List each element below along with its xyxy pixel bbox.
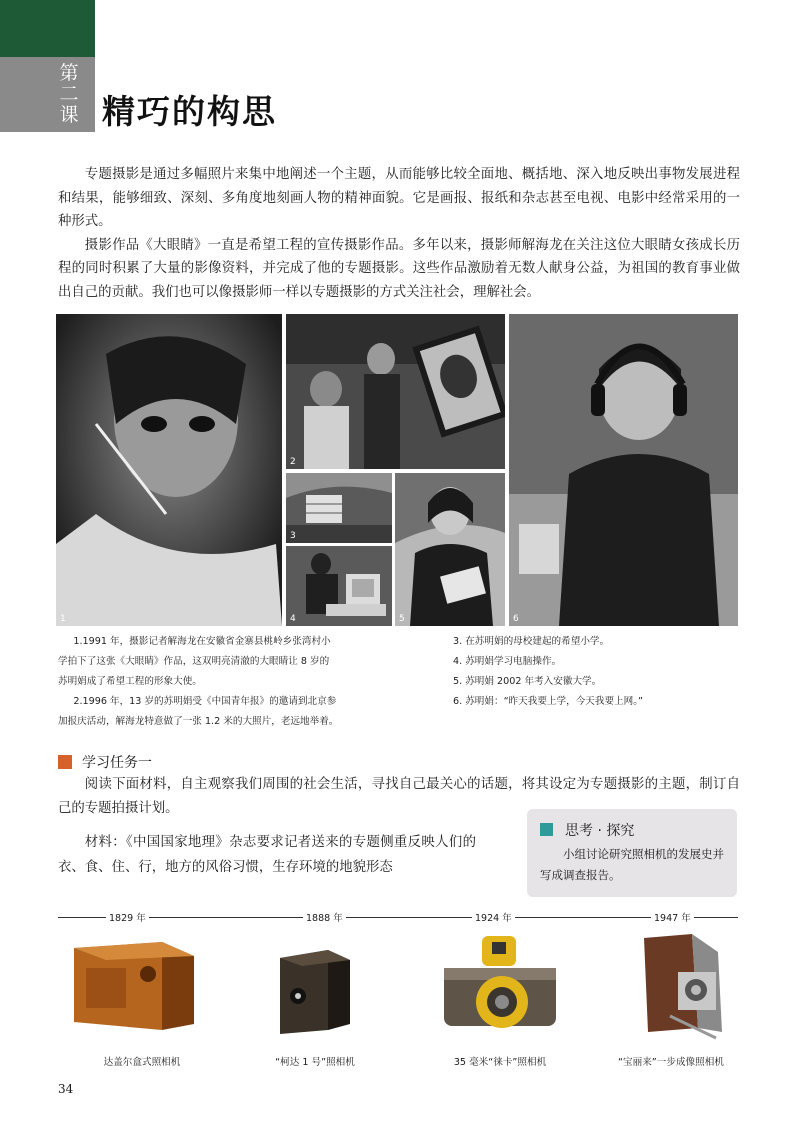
intro-paragraph-1: 专题摄影是通过多幅照片来集中地阐述一个主题，从而能够比较全面地、概括地、深入地反映出事物发展进程和结果，能够细致、深刻、多角度地刻画人物的精神面貌。它是画报、报纸和杂志甚至电视、电影中经常采用的一种形式。 — [58, 167, 740, 229]
photo-1-image — [56, 314, 282, 626]
photo-3 — [286, 473, 392, 543]
caption-left — [58, 632, 388, 732]
camera-label: 35 毫米“徕卡”照相机 — [453, 1057, 547, 1068]
material-paragraph: 材料：《中国国家地理》杂志要求记者送来的专题侧重反映人们的衣、食、住、行，地方的风俗习惯，生存环境的地貌形态 — [58, 835, 476, 875]
caption-line: 1.1991 年，摄影记者解海龙在安徽省金寨县桃岭乡张湾村小 — [73, 636, 331, 647]
photo-6-image — [509, 314, 738, 626]
think-heading: 思考 · 探究 — [565, 823, 635, 839]
photo-number: 5 — [399, 614, 405, 624]
intro-paragraph-2: 摄影作品《大眼睛》一直是希望工程的宣传摄影作品。多年以来，摄影师解海龙在关注这位大眼睛女孩成长历程的同时积累了大量的影像资料，并完成了他的专题摄影。这些作品激励着无数人献身公益，为祖国的教育事业做出自己的贡献。我们也可以像摄影师一样以专题摄影的方式关注社会，理解社会。 — [58, 237, 740, 300]
camera-label: 达盖尔盒式照相机 — [103, 1057, 181, 1068]
camera-label: “宝丽来”一步成像照相机 — [618, 1057, 724, 1068]
photo-number: 3 — [290, 531, 296, 541]
square-bullet-icon — [58, 755, 72, 769]
timeline-year: 1924 年 — [472, 910, 515, 924]
material-text — [58, 830, 476, 880]
photo-number: 6 — [513, 614, 519, 624]
photo-number: 2 — [290, 457, 296, 467]
page-title: 精巧的构思 — [102, 92, 277, 131]
caption-line: 苏明娟成了希望工程的形象大使。 — [58, 676, 202, 687]
lesson-tab — [0, 57, 95, 132]
page-number: 34 — [58, 1082, 74, 1096]
photo-4-image — [286, 546, 392, 626]
caption-line: 学拍下了这张《大眼睛》作品，这双明亮清澈的大眼睛让 8 岁的 — [58, 656, 330, 667]
caption-line: 3. 在苏明娟的母校建起的希望小学。 — [453, 636, 610, 647]
lesson-label: 第二课 — [59, 62, 79, 126]
caption-line: 4. 苏明娟学习电脑操作。 — [453, 656, 562, 667]
caption-line: 6. 苏明娟：“昨天我要上学，今天我要上网。” — [453, 696, 644, 707]
photo-2-image — [286, 314, 505, 469]
timeline-year: 1829 年 — [106, 910, 149, 924]
photo-4 — [286, 546, 392, 626]
photo-number: 1 — [60, 614, 66, 624]
camera-label: “柯达 1 号”照相机 — [275, 1057, 355, 1068]
photo-5-image — [395, 473, 505, 626]
header-green-bar — [0, 0, 95, 57]
photo-2 — [286, 314, 505, 469]
caption-line: 5. 苏明娟 2002 年考入安徽大学。 — [453, 676, 602, 687]
photo-6 — [509, 314, 738, 626]
photo-5 — [395, 473, 505, 626]
leica-camera-image — [440, 932, 560, 1042]
task-heading — [58, 752, 152, 772]
think-body: 小组讨论研究照相机的发展史并写成调查报告。 — [540, 847, 724, 882]
caption-line: 加报庆活动，解海龙特意做了一张 1.2 米的大照片，老远地举着。 — [58, 716, 339, 727]
think-explore-box — [527, 809, 737, 897]
square-bullet-icon — [540, 823, 553, 836]
daguerre-camera-image — [66, 938, 206, 1038]
timeline-year: 1888 年 — [303, 910, 346, 924]
photo-3-image — [286, 473, 392, 543]
timeline-line — [58, 917, 738, 918]
task-heading-label: 学习任务一 — [82, 755, 152, 771]
photo-number: 4 — [290, 614, 296, 624]
intro-text — [58, 163, 740, 304]
timeline-year: 1947 年 — [651, 910, 694, 924]
polaroid-camera-image — [630, 932, 730, 1042]
photo-1 — [56, 314, 282, 626]
caption-line: 2.1996 年，13 岁的苏明娟受《中国青年报》的邀请到北京参 — [73, 696, 337, 707]
task-paragraph: 阅读下面材料，自主观察我们周围的社会生活，寻找自己最关心的话题，将其设定为专题摄影的主题，制订自己的专题拍摄计划。 — [58, 777, 740, 816]
caption-right — [453, 632, 738, 712]
kodak-camera-image — [270, 938, 360, 1038]
